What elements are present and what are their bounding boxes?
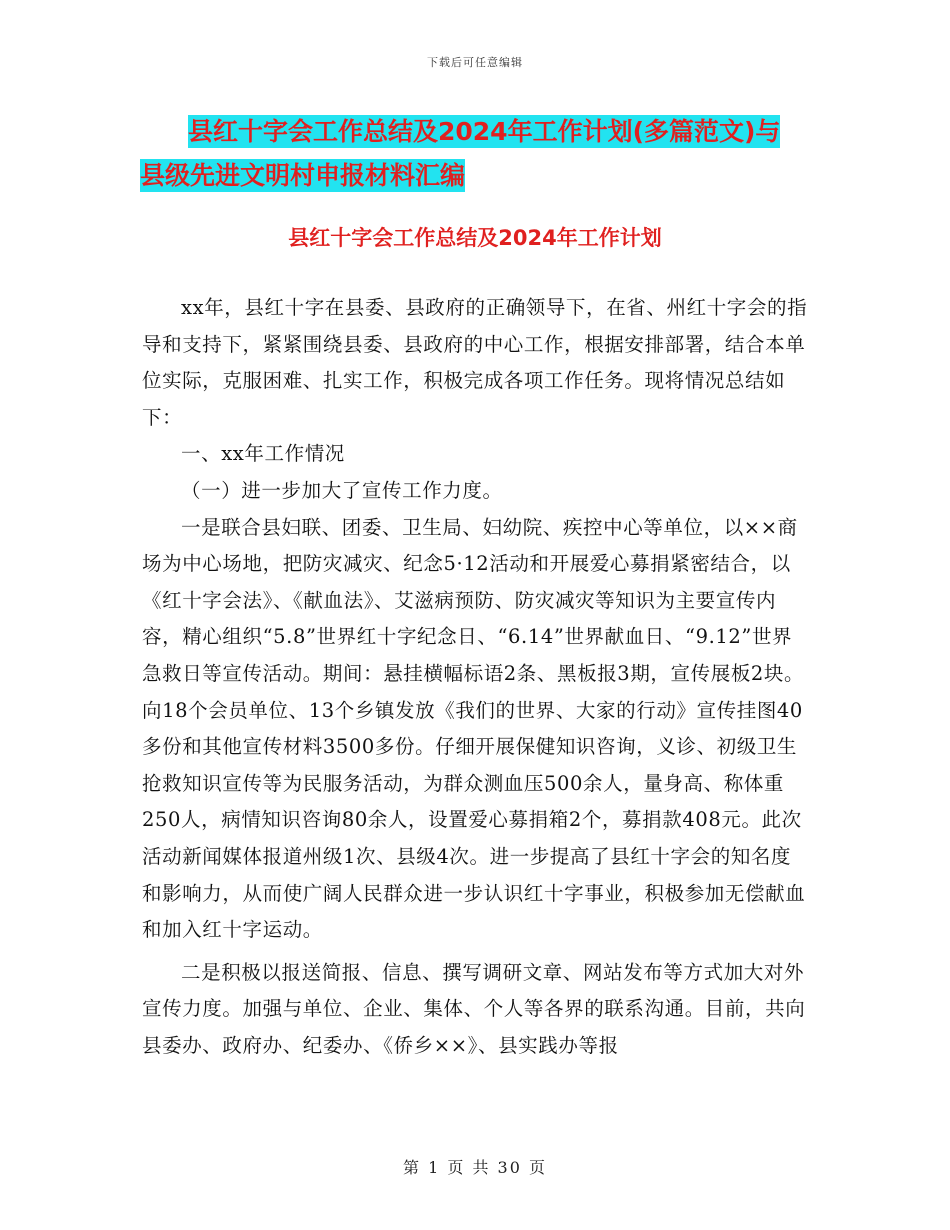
section-title: 县红十字会工作总结及2024年工作计划 xyxy=(288,226,662,250)
document-title-line-2 xyxy=(140,154,820,198)
paragraph-item-two: 二是积极以报送简报、信息、撰写调研文章、网站发布等方式加大对外宣传力度。加强与单位、企业、集体、个人等各界的联系沟通。目前，共向县委办、政府办、纪委办、《侨乡××》、县实践办等报 xyxy=(142,960,806,1057)
paragraph-item-one: 一是联合县妇联、团委、卫生局、妇幼院、疾控中心等单位，以××商场为中心场地，把防灾减灾、纪念5·12活动和开展爱心募捐紧密结合，以《红十字会法》、《献血法》、艾滋病预防、防灾减灾等知识为主要宣传内容，精心组织“5.8”世界红十字纪念日、“6.14”世界献血日、“9.12”世界急救日等宣传活动。期间：悬挂横幅标语2条、黑板报3期，宣传展板2块。向18个会员单位、13个乡镇发放《我们的世界、大家的行动》宣传挂图40多份和其他宣传材料3500多份。仔细开展保健知识咨询，义诊、初级卫生抢救知识宣传等为民服务活动，为群众测血压500余人，量身高、称体重250人，病情知识咨询80余人，设置爱心募捐箱2个，募捐款408元。此次活动新闻媒体报道州级1次、县级4次。进一步提高了县红十字会的知名度和影响力，从而使广阔人民群众进一步认识红十字事业，积极参加无偿献血和加入红十字运动。 xyxy=(142,515,806,942)
header-note: 下载后可任意编辑 xyxy=(427,56,523,69)
subheading-publicity: （一）进一步加大了宣传工作力度。 xyxy=(181,478,503,502)
document-body xyxy=(142,290,810,1064)
title-highlight-2: 县级先进文明村申报材料汇编 xyxy=(140,161,466,190)
title-highlight-1: 县红十字会工作总结及2024年工作计划(多篇范文)与 xyxy=(188,117,781,146)
page-footer: 第 1 页 共 30 页 xyxy=(403,1158,547,1177)
document-title-line-1 xyxy=(140,110,820,154)
heading-work-situation: 一、xx年工作情况 xyxy=(181,442,345,466)
document-title xyxy=(140,110,820,198)
paragraph-intro: xx年，县红十字在县委、县政府的正确领导下，在省、州红十字会的指导和支持下，紧紧围绕县委、县政府的中心工作，根据安排部署，结合本单位实际，克服困难、扎实工作，积极完成各项工作任务。现将情况总结如下： xyxy=(142,296,808,429)
